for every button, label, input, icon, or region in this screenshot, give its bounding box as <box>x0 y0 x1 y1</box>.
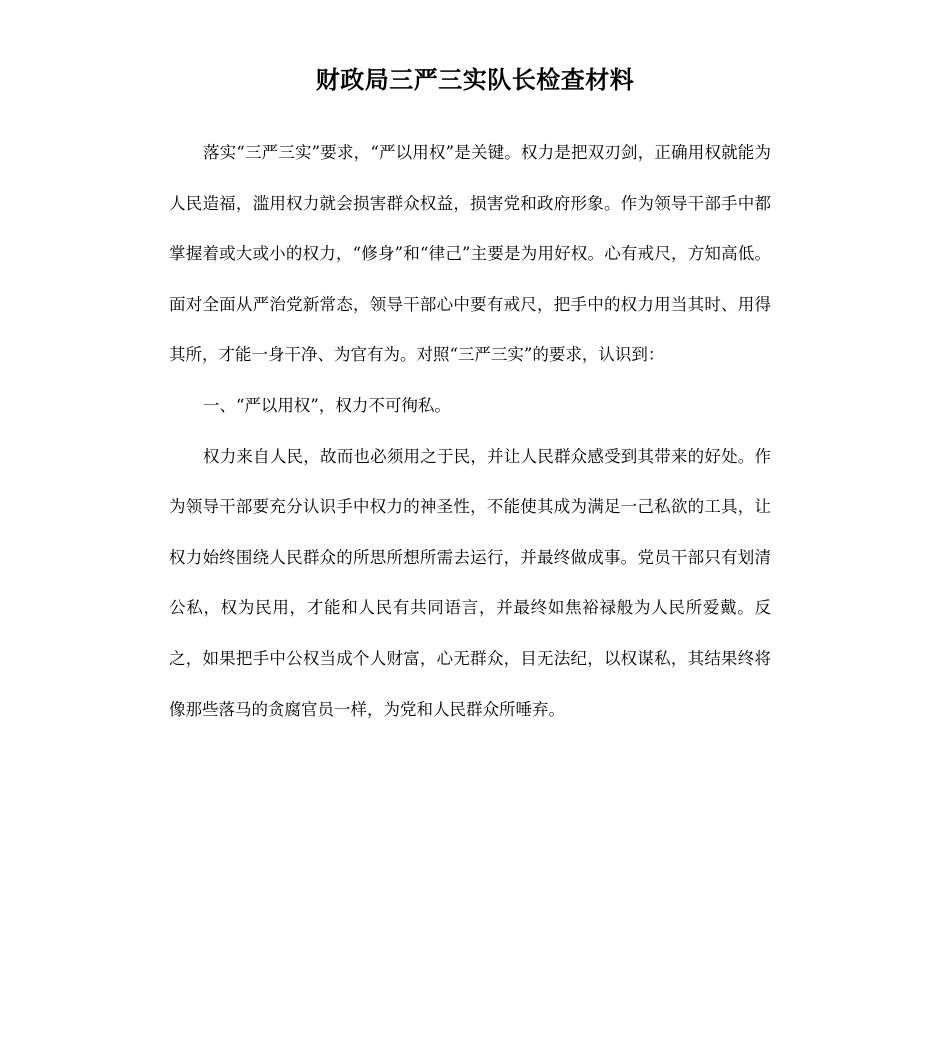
paragraph-section-1: 权力来自人民，故而也必须用之于民，并让人民群众感受到其带来的好处。作为领导干部要充分认识手中权力的神圣性，不能使其成为满足一己私欲的工具，让权力始终围绕人民群众的所思所想所需去运行，并最终做成事。党员干部只有划清公私，权为民用，才能和人民有共同语言，并最终如焦裕禄般为人民所爱戴。反之，如果把手中公权当成个人财富，心无群众，目无法纪，以权谋私，其结果终将像那些落马的贪腐官员一样，为党和人民群众所唾弃。 <box>169 446 771 719</box>
section-heading-1: 一、“严以用权”，权力不可徇私。 <box>203 395 451 415</box>
document-title: 财政局三严三实队长检查材料 <box>315 66 635 94</box>
paragraph-intro: 落实“三严三实”要求，“严以用权”是关键。权力是把双刃剑，正确用权就能为人民造福，滥用权力就会损害群众权益，损害党和政府形象。作为领导干部手中都掌握着或大或小的权力，“修身”和“律己”主要是为用好权。心有戒尺，方知高低。面对全面从严治党新常态，领导干部心中要有戒尺，把手中的权力用当其时、用得其所，才能一身干净、为官有为。对照“三严三实”的要求，认识到： <box>169 143 771 365</box>
document-body <box>169 128 771 735</box>
